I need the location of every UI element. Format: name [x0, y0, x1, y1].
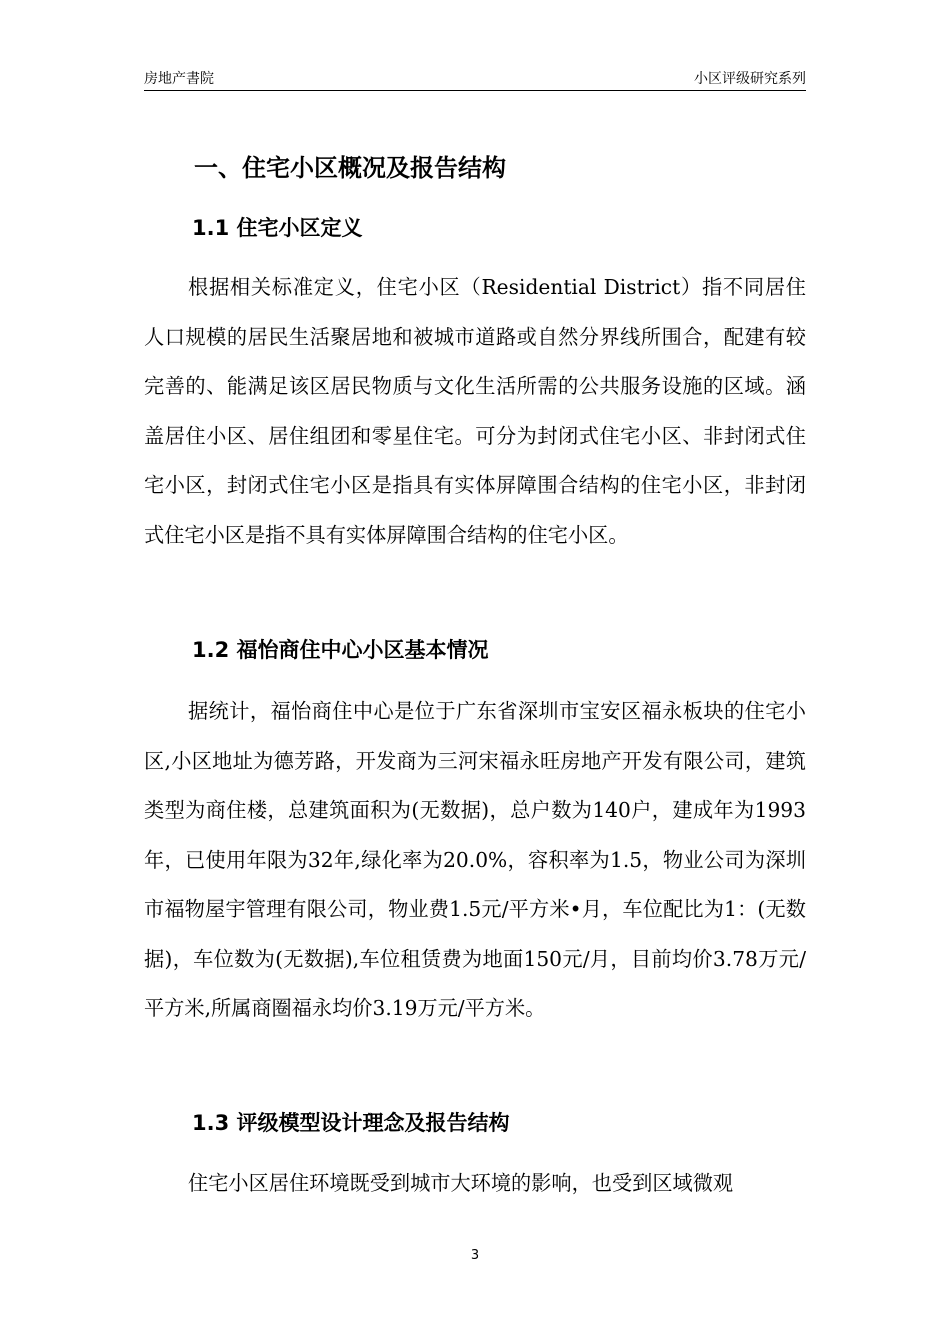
section-title: 一、住宅小区概况及报告结构	[194, 154, 506, 182]
paragraph-basic-info: 据统计，福怡商住中心是位于广东省深圳市宝安区福永板块的住宅小区,小区地址为德芳路，开发商为三河宋福永旺房地产开发有限公司，建筑类型为商住楼，总建筑面积为(无数据)，总户数为140户，建成年为1993年，已使用年限为32年,绿化率为20.0%，容积率为1.5，物业公司为深圳市福物屋宇管理有限公司，物业费1.5元/平方米•月，车位配比为1：(无数据)，车位数为(无数据),车位租赁费为地面150元/月，目前均价3.78万元/平方米,所属商圈福永均价3.19万元/平方米。	[144, 699, 806, 1020]
subsection-title-1-2: 1.2 福怡商住中心小区基本情况	[192, 638, 489, 662]
paragraph-definition: 根据相关标准定义，住宅小区（Residential District）指不同居住人口规模的居民生活聚居地和被城市道路或自然分界线所围合，配建有较完善的、能满足该区居民物质与文化生活所需的公共服务设施的区域。涵盖居住小区、居住组团和零星住宅。可分为封闭式住宅小区、非封闭式住宅小区，封闭式住宅小区是指具有实体屏障围合结构的住宅小区，非封闭式住宅小区是指不具有实体屏障围合结构的住宅小区。	[144, 275, 806, 547]
page-number: 3	[470, 1248, 480, 1263]
subsection-title-1-3: 1.3 评级模型设计理念及报告结构	[192, 1111, 510, 1135]
subsection-title-1-1: 1.1 住宅小区定义	[192, 216, 363, 240]
page-header	[144, 62, 806, 91]
header-publisher: 房地产書院	[144, 71, 214, 87]
paragraph-model-design: 住宅小区居住环境既受到城市大环境的影响，也受到区域微观	[188, 1171, 734, 1195]
header-series-title: 小区评级研究系列	[694, 71, 806, 87]
